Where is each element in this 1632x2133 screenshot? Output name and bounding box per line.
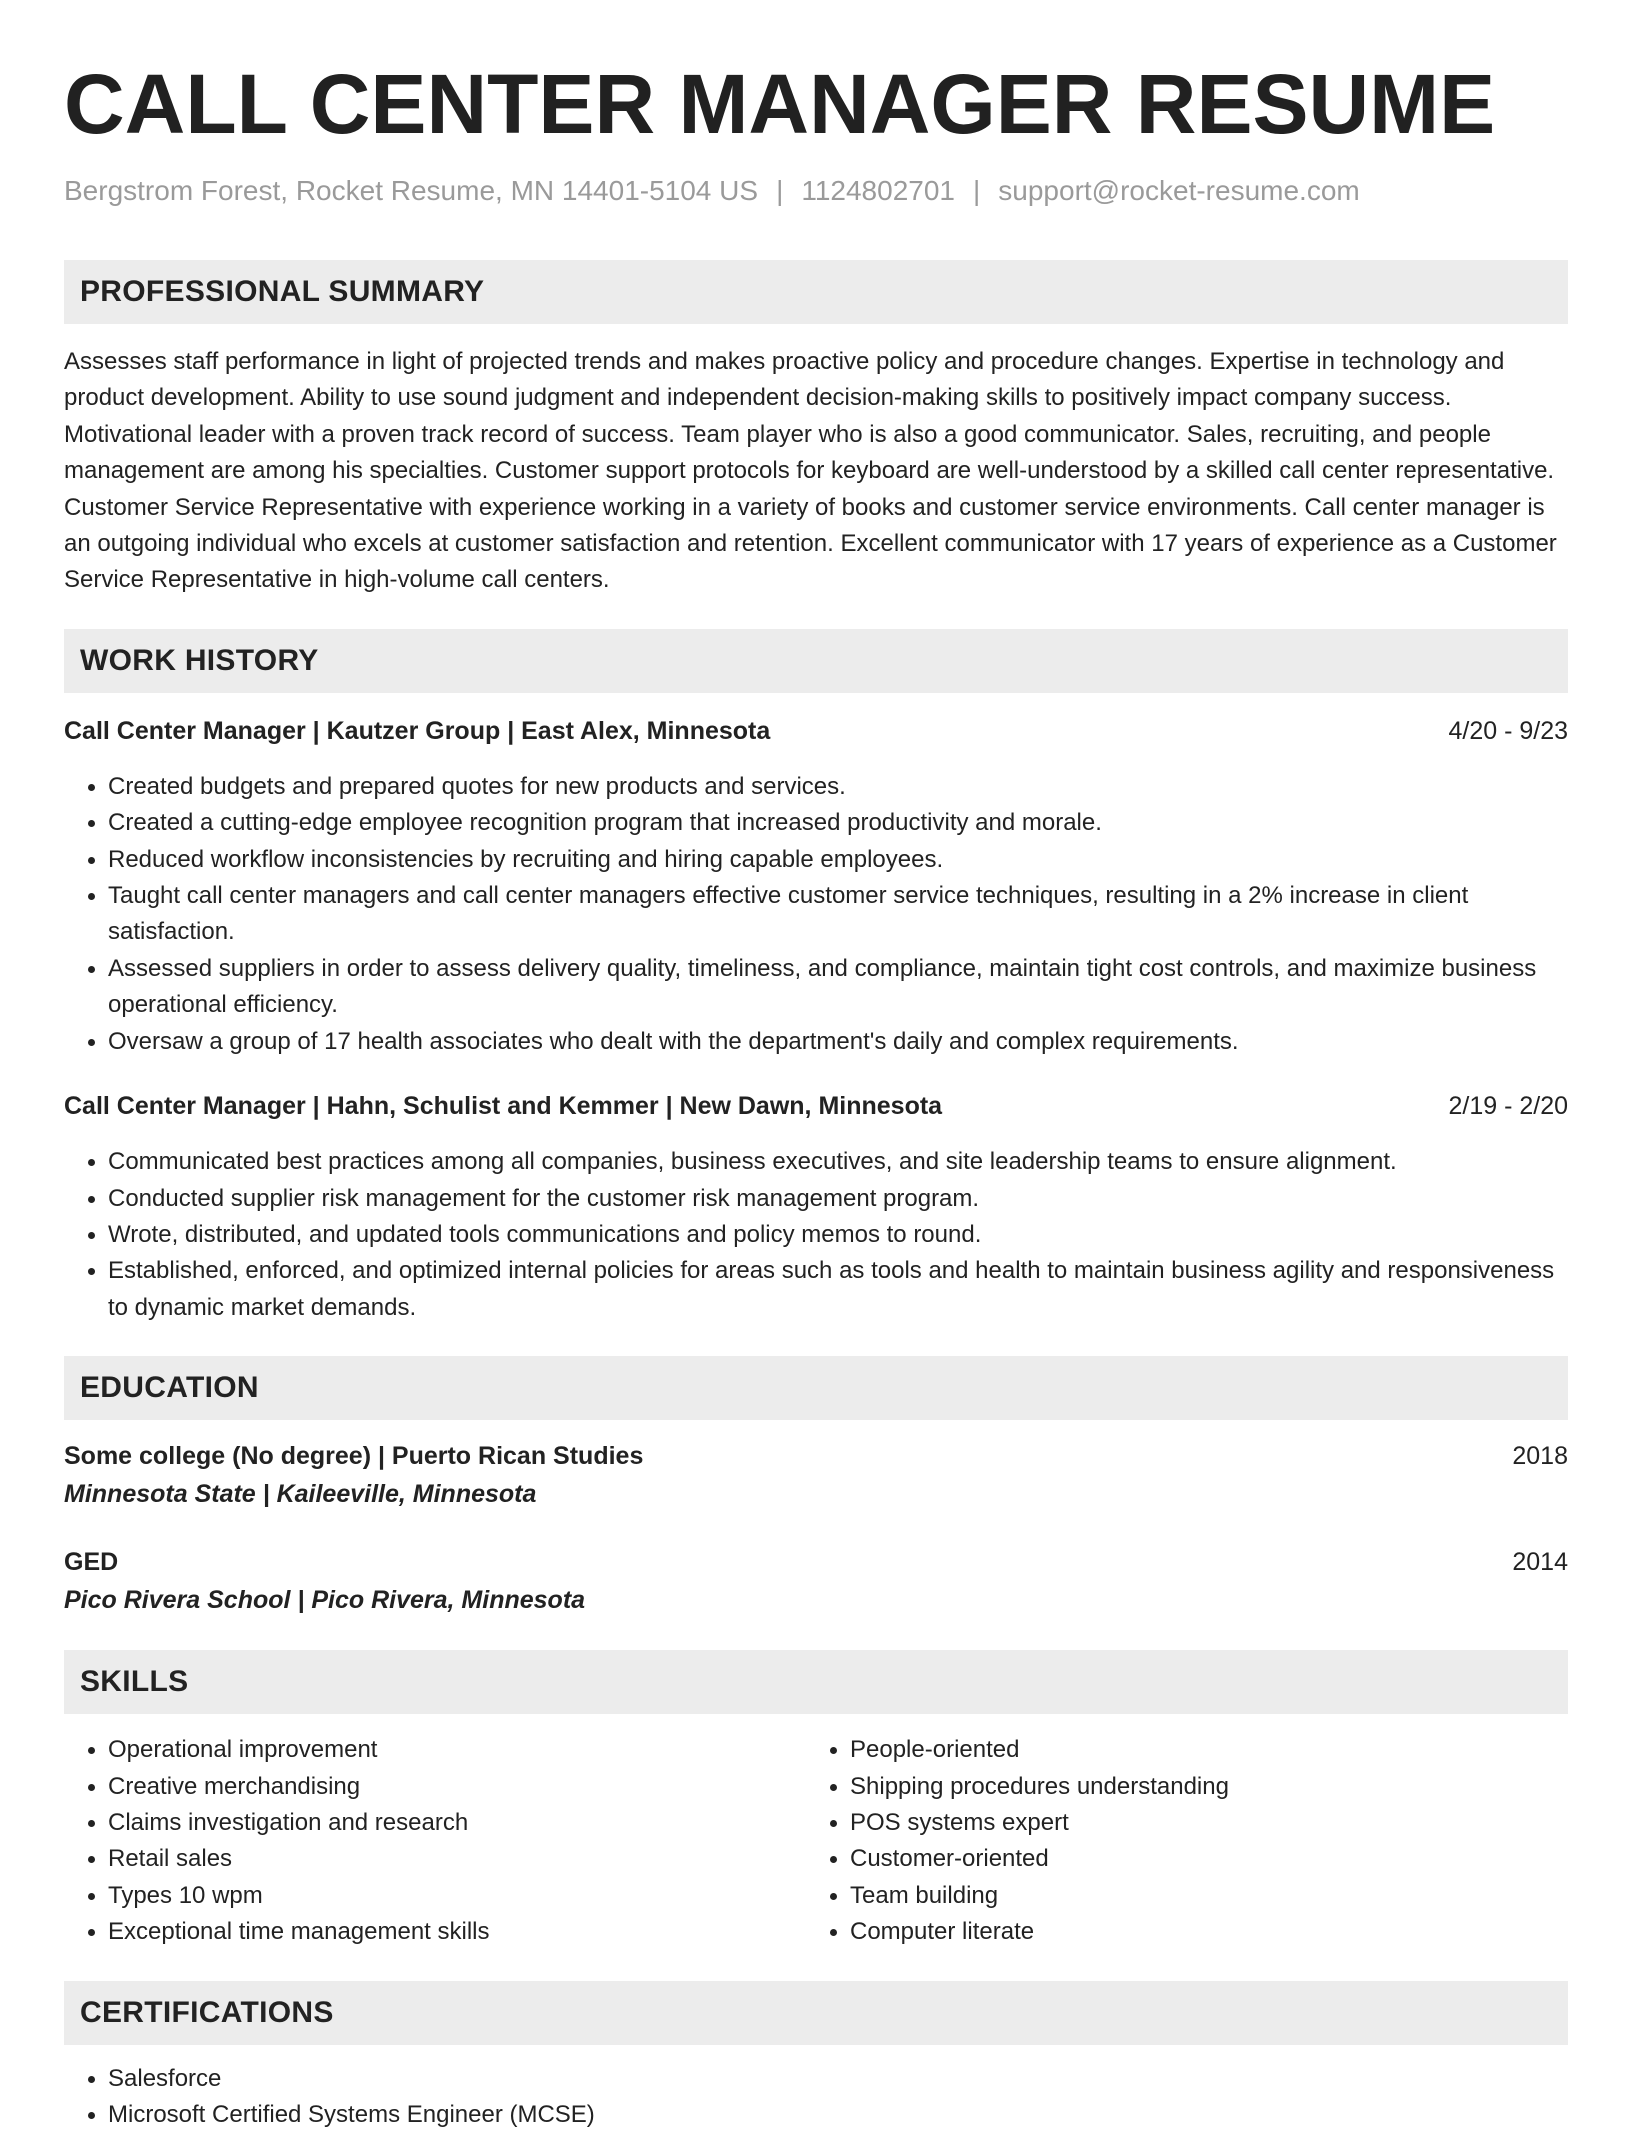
skill-item: • Team building (850, 1878, 1548, 1914)
job-bullet: • Established, enforced, and optimized internal policies for areas such as tools and health to maintain business agility and responsiveness to dynamic market demands. (108, 1253, 1568, 1326)
job-bullet: • Communicated best practices among all companies, business executives, and site leadership teams to ensure alignment. (108, 1144, 1568, 1180)
contact-address: Bergstrom Forest, Rocket Resume, MN 14401-5104 US (64, 175, 759, 206)
education-header (64, 1544, 1568, 1580)
certifications-list (64, 2061, 1568, 2133)
job-header (64, 713, 1568, 749)
skills-columns (64, 1732, 1568, 1950)
job-bullet: • Assessed suppliers in order to assess delivery quality, timeliness, and compliance, maintain tight cost controls, and maximize business operational efficiency. (108, 951, 1568, 1024)
job-dates: 4/20 - 9/23 (1448, 716, 1568, 745)
skill-item: • Customer-oriented (850, 1841, 1548, 1877)
skill-item: • Exceptional time management skills (108, 1914, 806, 1950)
skill-item: • Claims investigation and research (108, 1805, 806, 1841)
certifications-section (64, 1981, 1568, 2133)
contact-phone: 1124802701 (801, 175, 955, 206)
skill-item: • People-oriented (850, 1732, 1548, 1768)
job-header (64, 1088, 1568, 1124)
education-section (64, 1356, 1568, 1620)
skill-item: • Types 10 wpm (108, 1878, 806, 1914)
skills-list-right (806, 1732, 1548, 1950)
skill-item: • Retail sales (108, 1841, 806, 1877)
job-entry (64, 713, 1568, 1060)
contact-line (64, 174, 1568, 208)
job-bullet: • Wrote, distributed, and updated tools communications and policy memos to round. (108, 1217, 1568, 1253)
summary-text: Assesses staff performance in light of projected trends and makes proactive policy and procedure changes. Expertise in technology and product development. Ability to use sound judgment and independent decision-making skills to positively impact company success. Motivational leader with a proven track record of success. Team player who is also a good communicator. Sales, recruiting, and people management are among his specialties. Customer support protocols for keyboard are well-understood by a skilled call center representative. Customer Service Representative with experience working in a variety of books and customer service environments. Call center manager is an outgoing individual who excels at customer satisfaction and retention. Excellent communicator with 17 years of experience as a Customer Service Representative in high-volume call centers. (64, 348, 1557, 594)
certification-item: • Salesforce (108, 2061, 1568, 2097)
job-title: Call Center Manager | Hahn, Schulist and Kemmer | New Dawn, Minnesota (64, 1092, 943, 1121)
job-bullet: • Created a cutting-edge employee recognition program that increased productivity and morale. (108, 805, 1568, 841)
skill-item: • Computer literate (850, 1914, 1548, 1950)
certification-item: • Microsoft Certified Systems Engineer (MCSE) (108, 2097, 1568, 2133)
education-year: 2014 (1512, 1548, 1568, 1577)
job-dates: 2/19 - 2/20 (1448, 1092, 1568, 1121)
education-school: Minnesota State | Kaileeville, Minnesota (64, 1480, 537, 1509)
education-entry (64, 1438, 1568, 1514)
education-entry (64, 1544, 1568, 1620)
section-header-certifications: CERTIFICATIONS (64, 1981, 1568, 2045)
contact-separator: | (776, 175, 784, 206)
resume-title: CALL CENTER MANAGER RESUME (64, 57, 1496, 151)
contact-email: support@rocket-resume.com (998, 175, 1360, 206)
job-entry (64, 1088, 1568, 1326)
job-bullet: • Oversaw a group of 17 health associates who dealt with the department's daily and complex requirements. (108, 1024, 1568, 1060)
section-header-skills: SKILLS (64, 1650, 1568, 1714)
job-bullet-list (64, 769, 1568, 1060)
job-bullet-list (64, 1144, 1568, 1326)
section-header-education: EDUCATION (64, 1356, 1568, 1420)
job-bullet: • Taught call center managers and call center managers effective customer service techniques, resulting in a 2% increase in client satisfaction. (108, 878, 1568, 951)
job-bullet: • Reduced workflow inconsistencies by recruiting and hiring capable employees. (108, 842, 1568, 878)
job-title: Call Center Manager | Kautzer Group | East Alex, Minnesota (64, 716, 771, 745)
education-degree: Some college (No degree) | Puerto Rican Studies (64, 1442, 644, 1471)
education-degree: GED (64, 1548, 119, 1577)
section-header-summary: PROFESSIONAL SUMMARY (64, 260, 1568, 324)
education-school: Pico Rivera School | Pico Rivera, Minnesota (64, 1586, 586, 1615)
job-bullet: • Created budgets and prepared quotes for new products and services. (108, 769, 1568, 805)
contact-separator: | (973, 175, 981, 206)
education-header (64, 1438, 1568, 1474)
skills-section (64, 1650, 1568, 1950)
skill-item: • Shipping procedures understanding (850, 1769, 1548, 1805)
skill-item: • POS systems expert (850, 1805, 1548, 1841)
section-header-work-history: WORK HISTORY (64, 629, 1568, 693)
skill-item: • Creative merchandising (108, 1769, 806, 1805)
work-history-section (64, 629, 1568, 1326)
skills-list-left (64, 1732, 806, 1950)
professional-summary-section (64, 260, 1568, 599)
education-year: 2018 (1512, 1442, 1568, 1471)
skill-item: • Operational improvement (108, 1732, 806, 1768)
job-bullet: • Conducted supplier risk management for the customer risk management program. (108, 1181, 1568, 1217)
